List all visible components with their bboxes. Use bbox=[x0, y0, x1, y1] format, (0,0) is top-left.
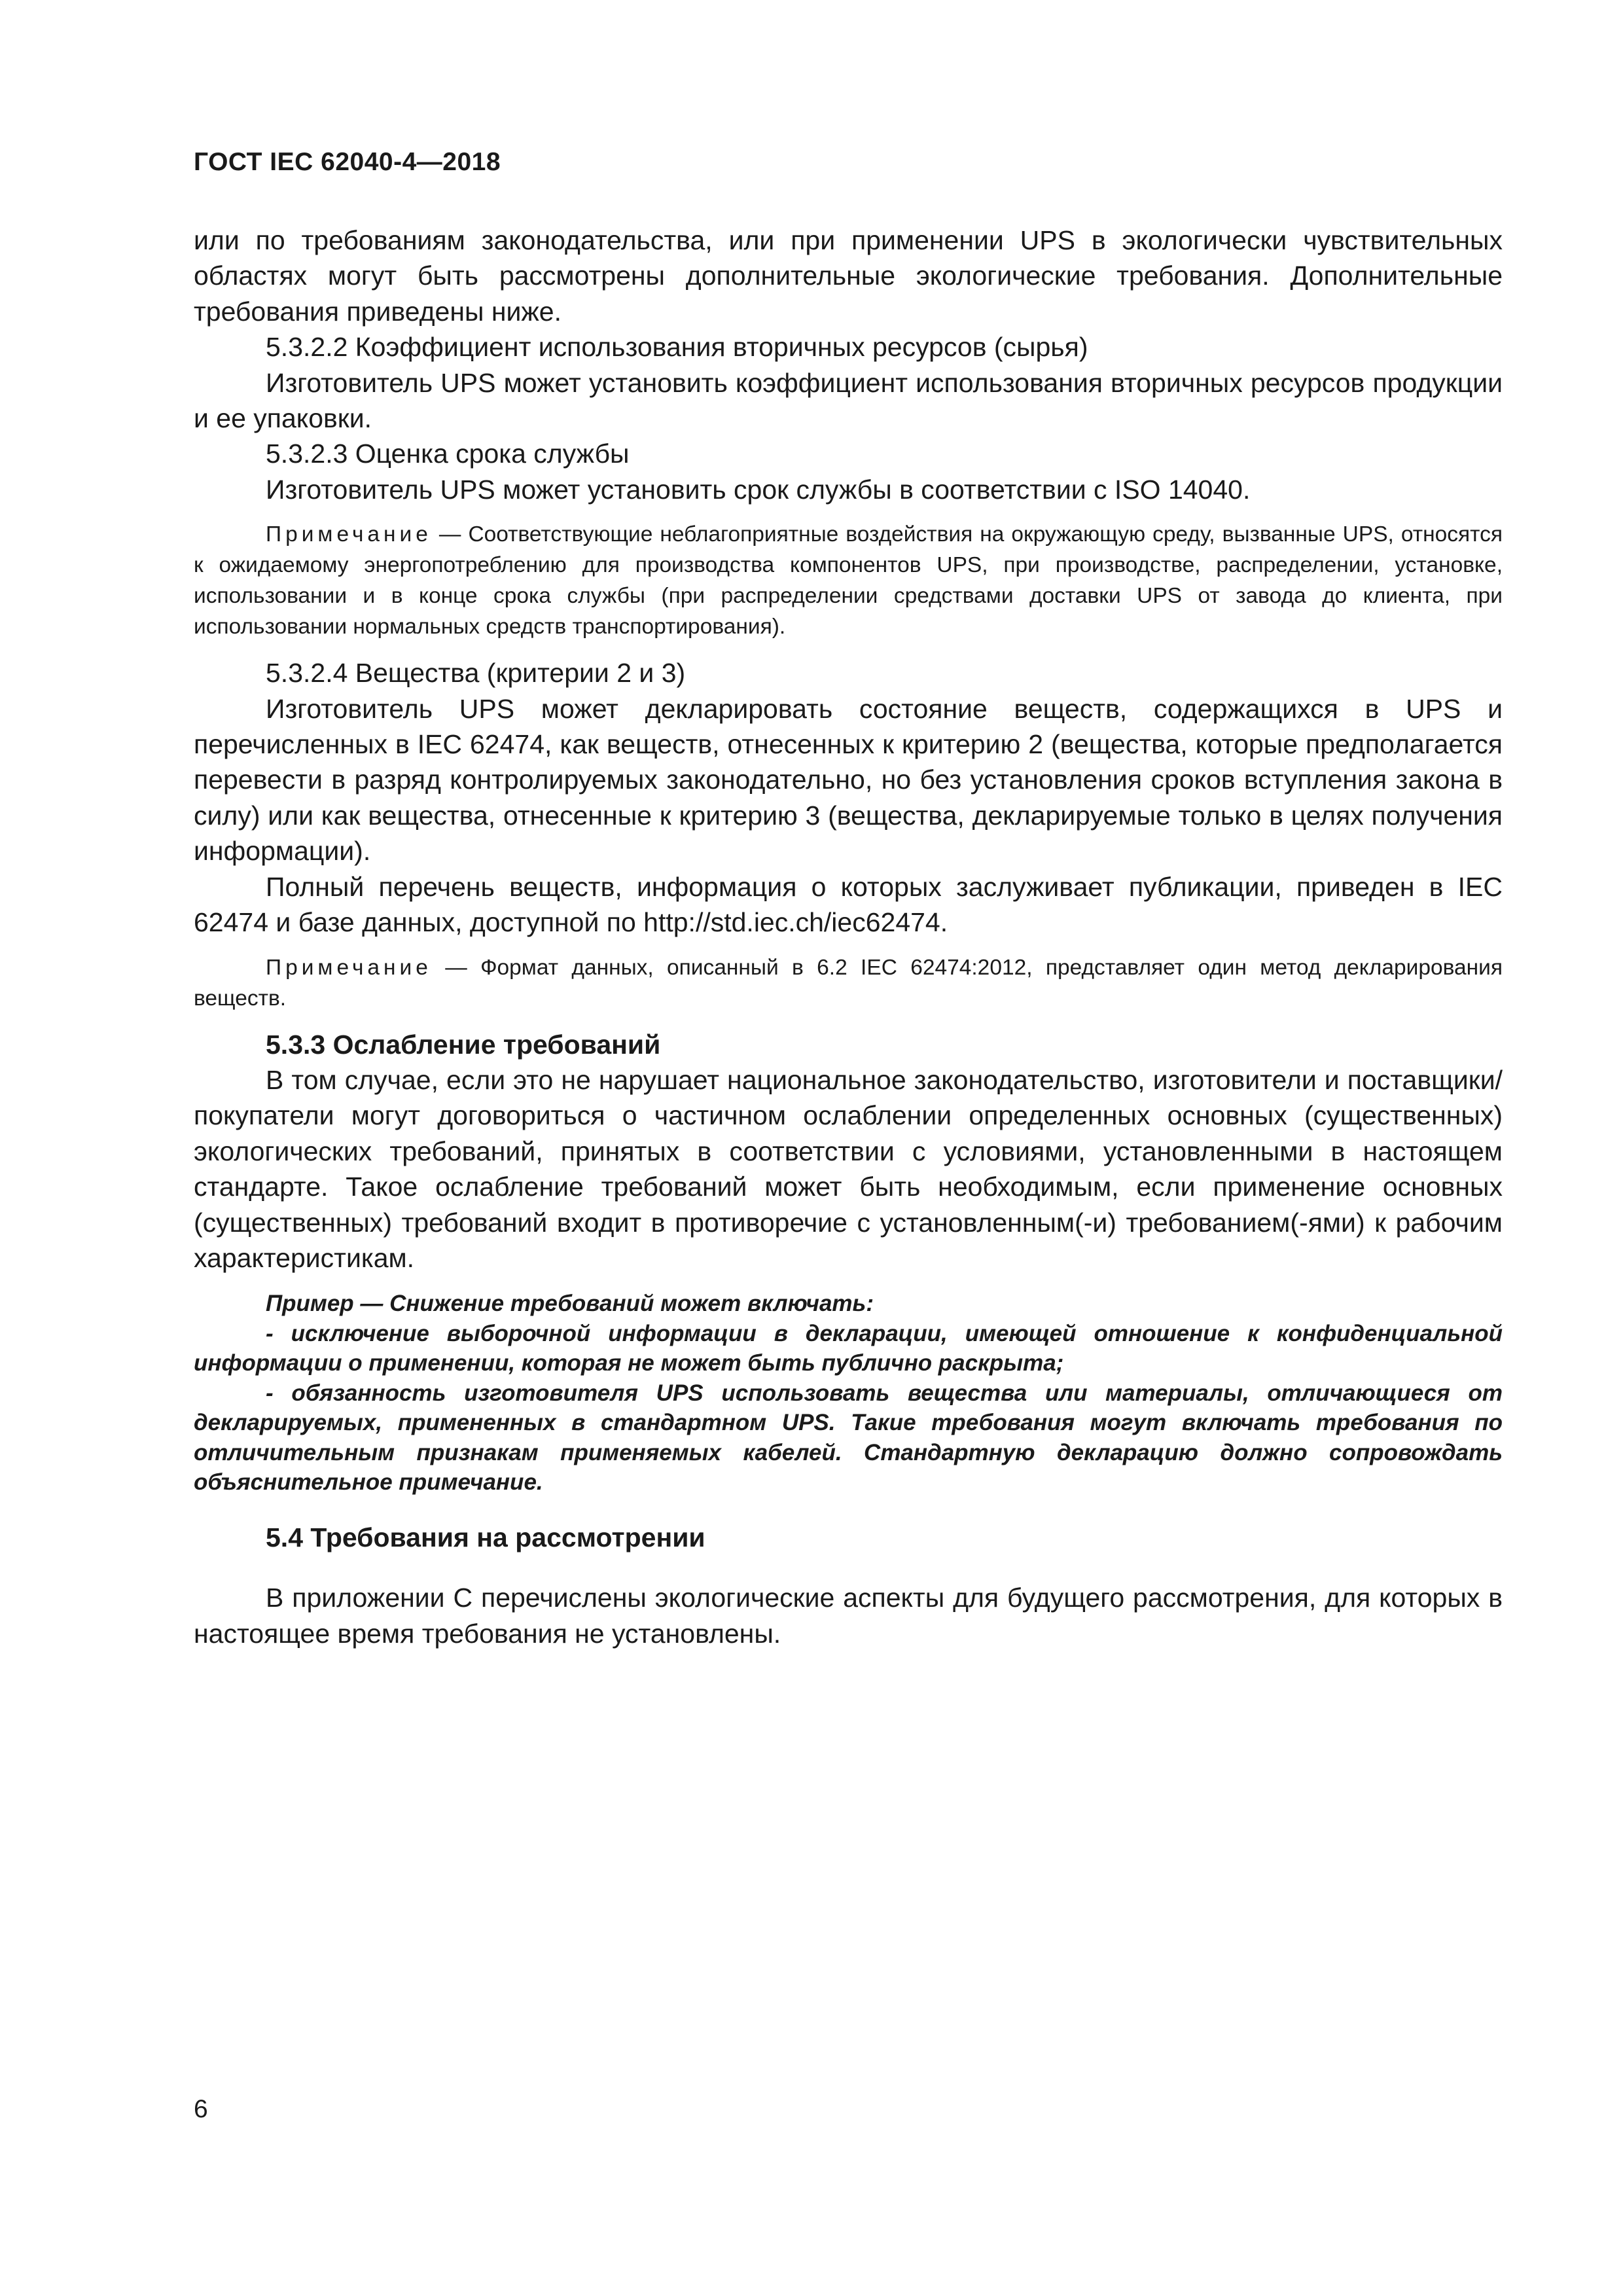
paragraph: Изготовитель UPS может установить срок службы в соответствии с ISO 14040. bbox=[266, 474, 1251, 505]
subsection-heading-5-3-2-2: 5.3.2.2 Коэффициент использования вторичных ресурсов (сырья) bbox=[266, 332, 1088, 363]
section-heading-5-4: 5.4 Требования на рассмотрении bbox=[266, 1522, 705, 1552]
paragraph: или по требованиям законодательства, или при применении UPS в экологически чувствительных областях могут быть рассмотрены дополнительные экологические требования. Дополнительные требования приведены ниже. bbox=[194, 225, 1503, 327]
note-text: — Формат данных, описанный в 6.2 IEC 62474:2012, представляет один метод декларирования веществ. bbox=[194, 955, 1503, 1011]
page-number: 6 bbox=[194, 2095, 208, 2123]
note bbox=[194, 952, 1503, 1014]
note-label: Примечание bbox=[266, 522, 432, 547]
example-block bbox=[194, 1289, 1503, 1498]
paragraph: В том случае, если это не нарушает национальное законодательство, изготовители и поставщики/ покупатели могут договориться о частичном ослаблении определенных основных (существенных) экологических требований, принятых в соответствии с условиями, установленными в настоящем стандарте. Такое ослабление требований может быть необходимым, если применение основных (существенных) требований входит в противоречие с установленным(-и) требованием(-ями) к рабочим характеристикам. bbox=[194, 1064, 1503, 1273]
paragraph: Изготовитель UPS может декларировать состояние веществ, содержащихся в UPS и перечисленных в IEC 62474, как веществ, отнесенных к критерию 2 (вещества, которые предполагается перевести в разряд контролируемых законодательно, но без установления сроков вступления закона в силу) или как вещества, отнесенные к критерию 3 (вещества, декларируемые только в целях получения информации). bbox=[194, 693, 1503, 867]
subsection-heading-5-3-2-3: 5.3.2.3 Оценка срока службы bbox=[266, 439, 630, 469]
paragraph: В приложении С перечислены экологические аспекты для будущего рассмотрения, для которых в настоящее время требования не установлены. bbox=[194, 1583, 1503, 1649]
note-label: Примечание bbox=[266, 955, 432, 980]
example-item: - обязанность изготовителя UPS использовать вещества или материалы, отличающиеся от декларируемых, примененных в стандартном UPS. Такие требования могут включать требования по отличительным признакам применяемых кабелей. Стандартную декларацию должно сопровождать объяснительное примечание. bbox=[194, 1380, 1503, 1496]
example-item: - исключение выборочной информации в декларации, имеющей отношение к конфиденциальной информации о применении, которая не может быть публично раскрыта; bbox=[194, 1320, 1503, 1376]
section-heading-5-3-3: 5.3.3 Ослабление требований bbox=[266, 1029, 661, 1060]
document-body bbox=[194, 223, 1503, 1651]
document-header: ГОСТ IEC 62040-4—2018 bbox=[194, 148, 501, 176]
paragraph: Изготовитель UPS может установить коэффициент использования вторичных ресурсов продукции и ее упаковки. bbox=[194, 367, 1503, 434]
example-title: Пример — Снижение требований может включать: bbox=[266, 1291, 874, 1317]
note bbox=[194, 519, 1503, 642]
paragraph: Полный перечень веществ, информация о которых заслуживает публикации, приведен в IEC 62474 и базе данных, доступной по http://std.iec.ch/iec62474. bbox=[194, 871, 1503, 938]
subsection-heading-5-3-2-4: 5.3.2.4 Вещества (критерии 2 и 3) bbox=[266, 658, 686, 689]
note-text: — Соответствующие неблагоприятные воздействия на окружающую среду, вызванные UPS, относятся к ожидаемому энергопотреблению для производства компонентов UPS, при производстве, распределении, установке, использовании и в конце срока службы (при распределении средствами доставки UPS от завода до клиента, при использовании нормальных средств транспортирования). bbox=[194, 522, 1503, 639]
